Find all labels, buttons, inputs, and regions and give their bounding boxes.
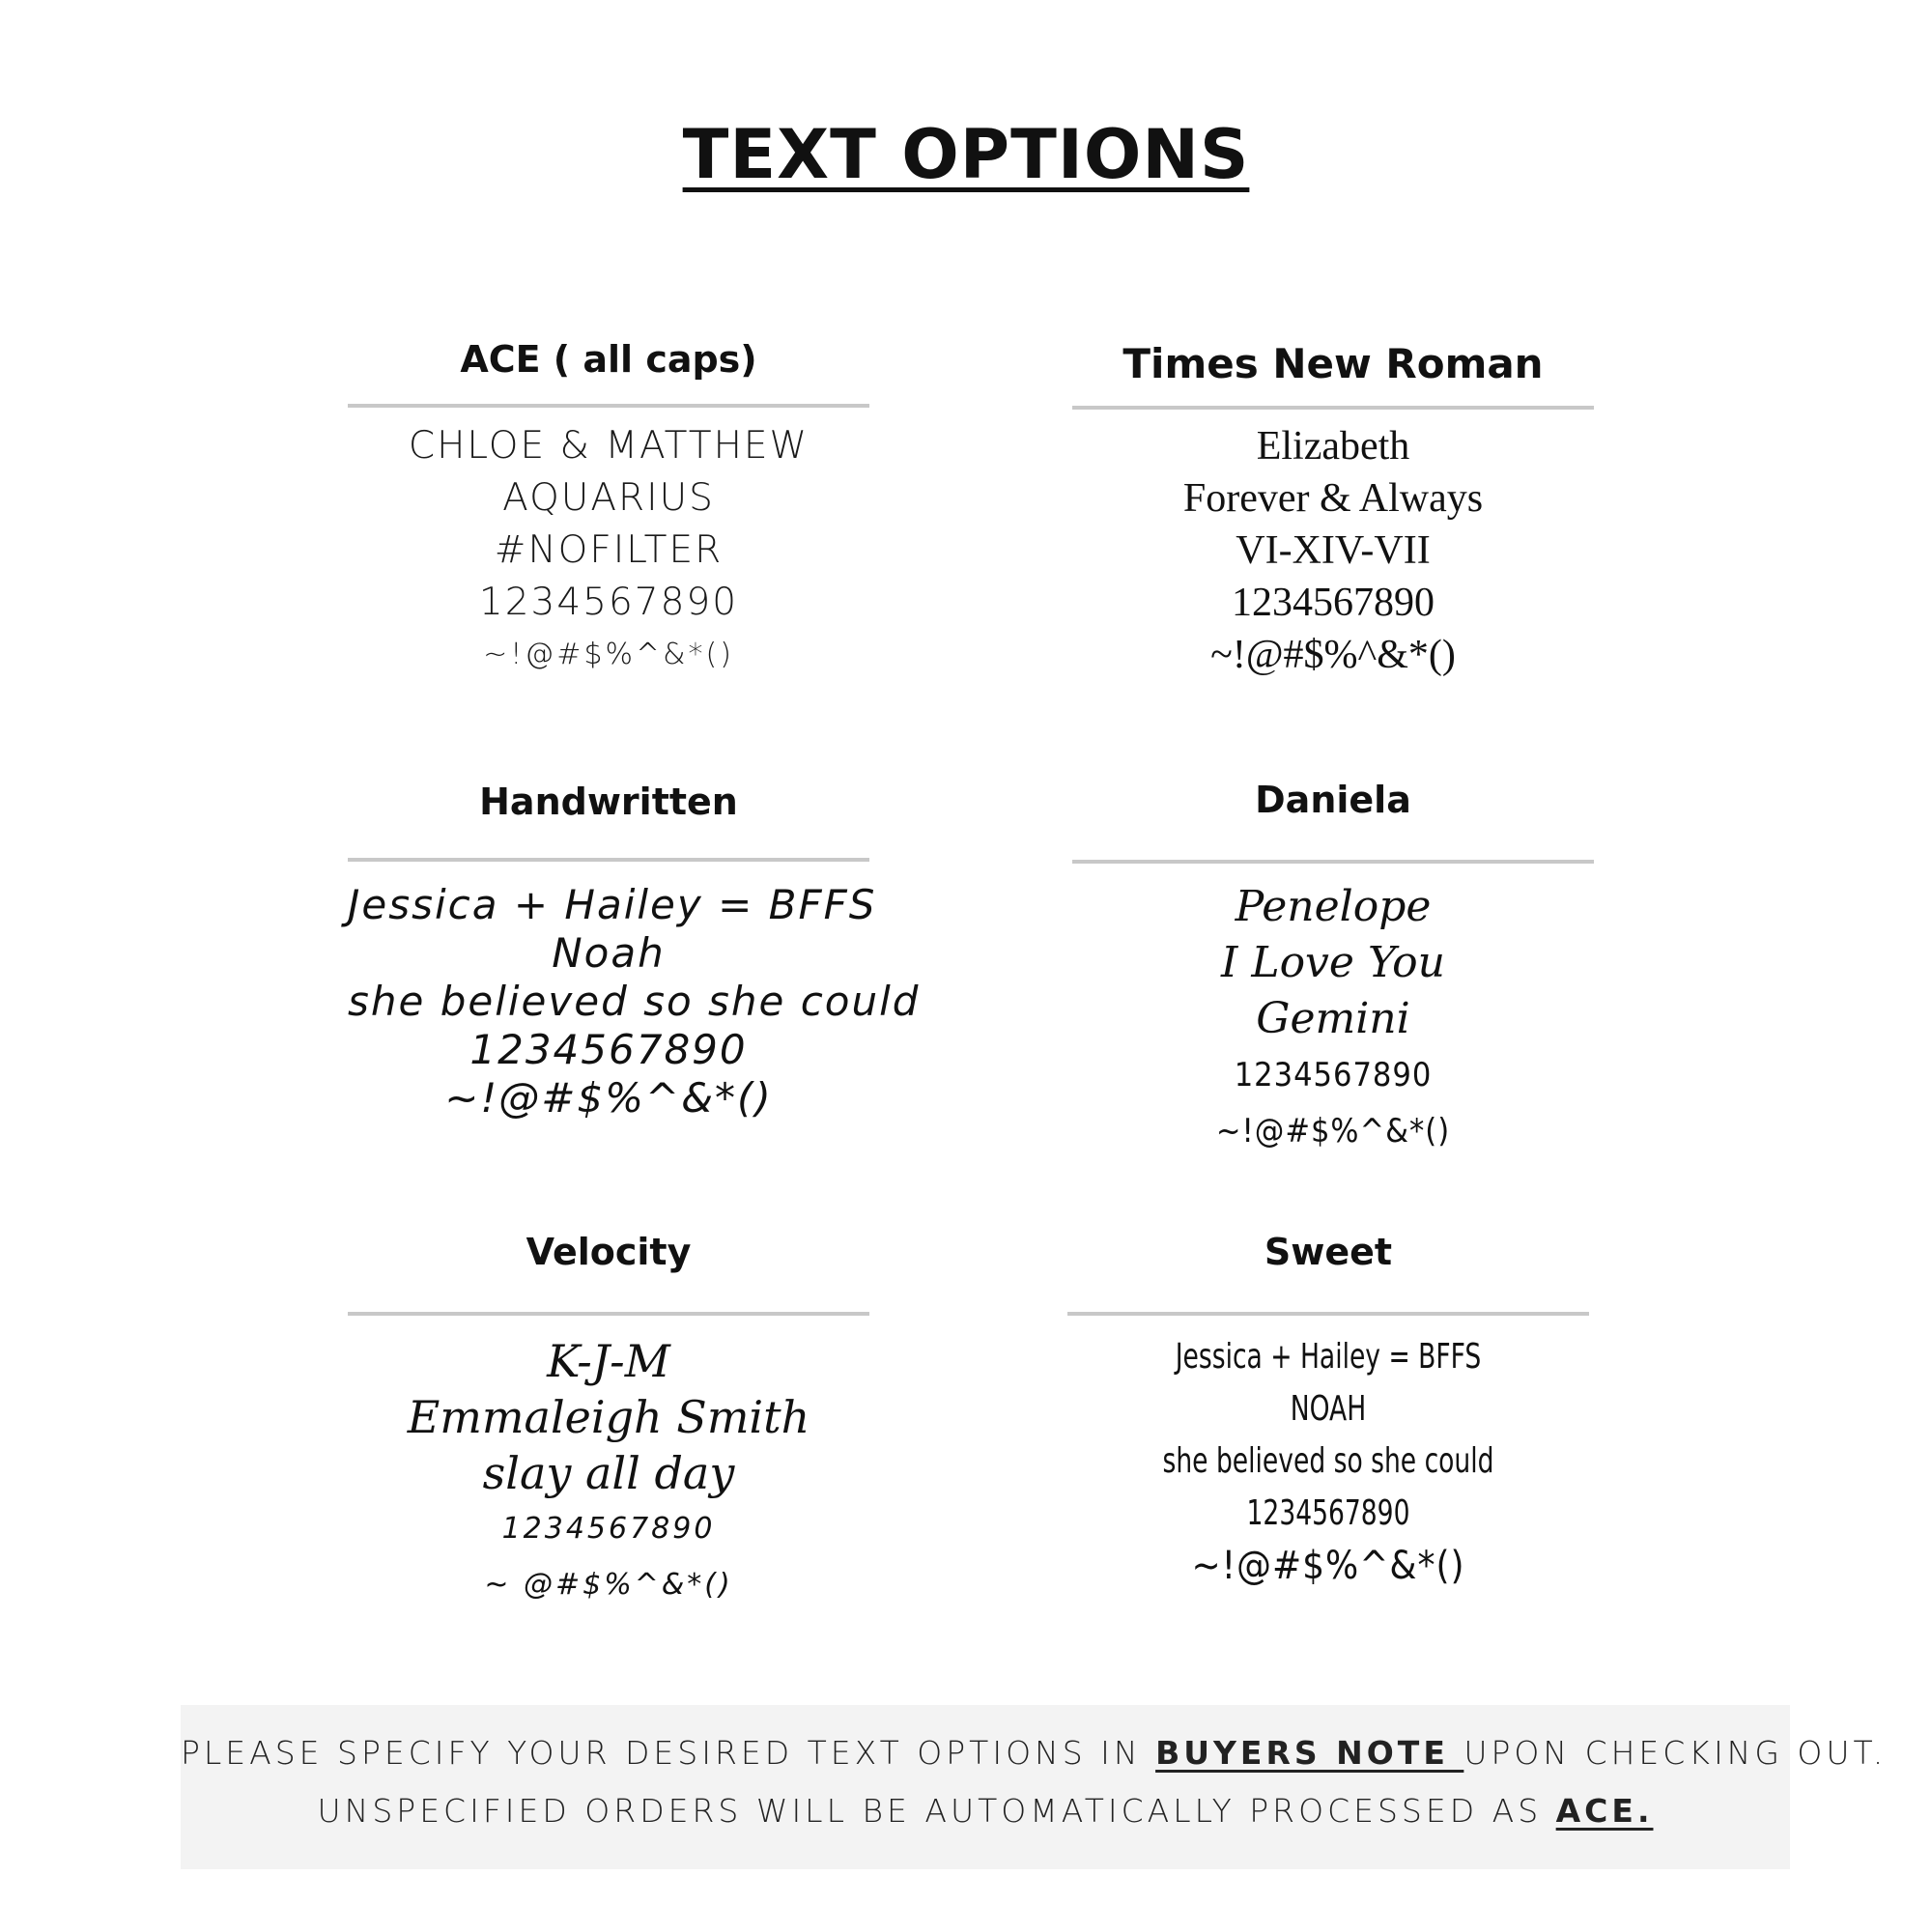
sample-line: 1234567890 — [478, 581, 739, 624]
sample-line: Elizabeth — [1256, 424, 1410, 469]
sample-line: I Love You — [1220, 938, 1445, 987]
sample-line: ~ @#$%^&*() — [484, 1568, 733, 1602]
sample-list — [348, 420, 869, 681]
sample-line: ~!@#$%^&*() — [483, 638, 734, 671]
page-title-text: TEXT OPTIONS — [682, 115, 1250, 194]
order-note-line-2 — [181, 1792, 1790, 1830]
divider — [1072, 860, 1594, 864]
font-heading-velocity: Velocity — [526, 1231, 692, 1273]
sample-line: Forever & Always — [1182, 476, 1484, 521]
page-title — [0, 114, 1932, 195]
note-text: PLEASE SPECIFY YOUR DESIRED TEXT OPTIONS IN — [181, 1734, 1156, 1772]
sample-list — [348, 1333, 869, 1613]
sample-line: ~!@#$%^&*() — [1215, 1112, 1451, 1151]
buyers-note-link: BUYERS NOTE — [1155, 1734, 1464, 1772]
order-note-line-1 — [181, 1734, 1888, 1772]
font-heading-handwritten: Handwritten — [479, 781, 738, 823]
sample-line: VI-XIV-VII — [1236, 528, 1431, 573]
font-option-times-new-roman — [1072, 328, 1594, 696]
font-option-velocity — [348, 1225, 869, 1611]
divider — [1072, 406, 1594, 410]
font-option-daniela — [1072, 773, 1594, 1159]
font-option-handwritten — [348, 773, 921, 1159]
default-font-ace: ACE. — [1555, 1792, 1654, 1830]
sample-line: 1234567890 — [1234, 1056, 1433, 1094]
divider — [348, 858, 869, 862]
divider — [348, 404, 869, 408]
sample-list — [1072, 420, 1594, 681]
sample-line: Noah — [552, 929, 666, 977]
sample-line: ~!@#$%^&*() — [1191, 1544, 1465, 1588]
sample-line: she believed so she could — [1162, 1441, 1494, 1481]
divider — [348, 1312, 869, 1316]
font-option-ace — [348, 328, 869, 696]
sample-list — [348, 881, 921, 1122]
font-heading-ace: ACE ( all caps) — [460, 338, 757, 381]
sample-list — [1067, 1331, 1589, 1592]
sample-line: Emmaleigh Smith — [407, 1391, 810, 1443]
font-heading-daniela: Daniela — [1255, 779, 1411, 821]
divider — [1067, 1312, 1589, 1316]
order-note-box — [181, 1705, 1888, 1869]
sample-list — [1072, 879, 1594, 1159]
font-heading-times-new-roman: Times New Roman — [1122, 340, 1544, 387]
sample-line: Gemini — [1256, 994, 1410, 1043]
sample-line: 1234567890 — [1246, 1493, 1410, 1533]
sample-line: AQUARIUS — [502, 476, 715, 520]
font-option-sweet — [1067, 1225, 1589, 1611]
sample-line: CHLOE & MATTHEW — [408, 424, 810, 468]
sample-line: Penelope — [1235, 882, 1432, 931]
sample-line: 1234567890 — [1232, 581, 1435, 625]
sample-line: ~!@#$%^&*() — [444, 1074, 773, 1122]
sample-line: 1234567890 — [469, 1026, 748, 1073]
sample-line: she believed so she could — [348, 978, 921, 1025]
sample-line: slay all day — [482, 1447, 735, 1499]
note-text: UPON CHECKING OUT. — [1463, 1734, 1888, 1772]
sample-line: Jessica + Hailey = BFFS — [348, 881, 877, 928]
sample-line: K-J-M — [547, 1335, 670, 1387]
sample-line: NOAH — [1290, 1389, 1367, 1429]
sample-line: #NOFILTER — [494, 528, 724, 572]
sample-line: 1234567890 — [501, 1512, 716, 1546]
note-text: UNSPECIFIED ORDERS WILL BE AUTOMATICALLY PROCESSED AS — [317, 1792, 1556, 1830]
font-heading-sweet: Sweet — [1264, 1231, 1393, 1273]
sample-line: ~!@#$%^&*() — [1210, 633, 1456, 677]
sample-line: Jessica + Hailey = BFFS — [1175, 1337, 1482, 1377]
